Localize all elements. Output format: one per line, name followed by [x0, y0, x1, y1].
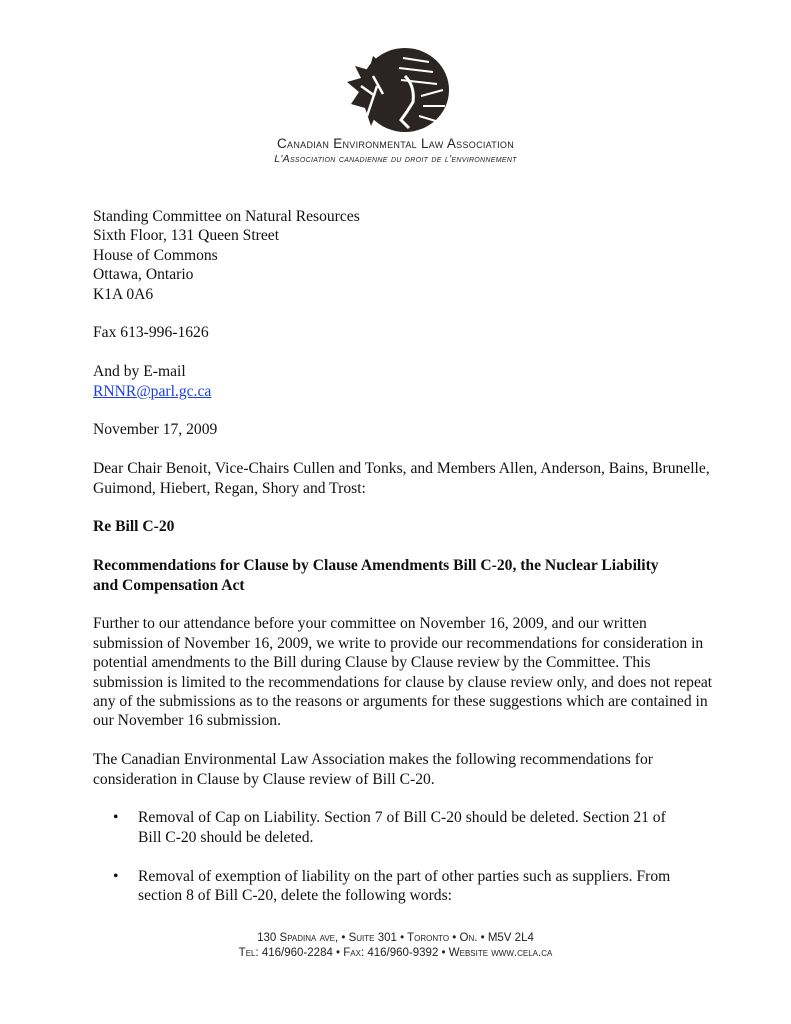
- recommendation-text: Removal of exemption of liability on the part of other parties such as suppliers. From section 8 of Bill C-20, delete the following words:: [138, 867, 671, 905]
- recommendations-list: [93, 808, 713, 905]
- bullet-icon: •: [113, 809, 119, 827]
- email-label: And by E-mail: [93, 363, 186, 381]
- recipient-line: Sixth Floor, 131 Queen Street: [93, 227, 280, 245]
- recipient-line: Ottawa, Ontario: [93, 266, 194, 284]
- paragraph: The Canadian Environmental Law Association makes the following recommendations for consideration in Clause by Clause review of Bill C-20.: [93, 751, 653, 788]
- org-name-english: Canadian Environmental Law Association: [276, 136, 515, 151]
- recommendation-text: Removal of Cap on Liability. Section 7 of Bill C-20 should be deleted. Section 21 of Bill C-20 should be deleted.: [138, 809, 666, 846]
- recipient-line: Standing Committee on Natural Resources: [93, 208, 360, 225]
- letter-body: [93, 207, 713, 905]
- subject-line: Re Bill C-20: [93, 518, 175, 536]
- org-name-french: L'Association canadienne du droit de l'environnement: [274, 153, 517, 165]
- cela-logo-icon: [343, 46, 453, 134]
- bullet-icon: •: [113, 867, 119, 885]
- letter-title: Recommendations for Clause by Clause Amendments Bill C-20, the Nuclear Liability and Compensation Act: [93, 557, 659, 594]
- recipient-line: K1A 0A6: [93, 285, 154, 303]
- recipient-line: House of Commons: [93, 246, 218, 264]
- letterhead-footer: [0, 931, 791, 961]
- letter-date: November 17, 2009: [93, 421, 218, 439]
- recipient-address: [93, 207, 713, 304]
- footer-contact: Tel: 416/960-2284 • Fax: 416/960-9392 • Website www.cela.ca: [238, 947, 553, 959]
- list-item: [93, 808, 713, 847]
- salutation: Dear Chair Benoit, Vice-Chairs Cullen and Tonks, and Members Allen, Anderson, Bains, Brunelle, Guimond, Hiebert, Regan, Shory and Trost:: [93, 460, 710, 497]
- footer-address: 130 Spadina ave, • Suite 301 • Toronto • On. • M5V 2L4: [257, 932, 534, 944]
- email-link[interactable]: RNNR@parl.gc.ca: [93, 382, 212, 400]
- paragraph: Further to our attendance before your committee on November 16, 2009, and our written submission of November 16, 2009, we write to provide our recommendations for consideration in potential amendments to the Bill during Clause by Clause review by the Committee. This submission is limited to the recommendations for clause by clause review only, and does not repeat any of the submissions as to the reasons or arguments for these suggestions which are contained in our November 16 submission.: [93, 615, 713, 730]
- fax-number: Fax 613-996-1626: [93, 324, 209, 342]
- list-item: [93, 867, 713, 906]
